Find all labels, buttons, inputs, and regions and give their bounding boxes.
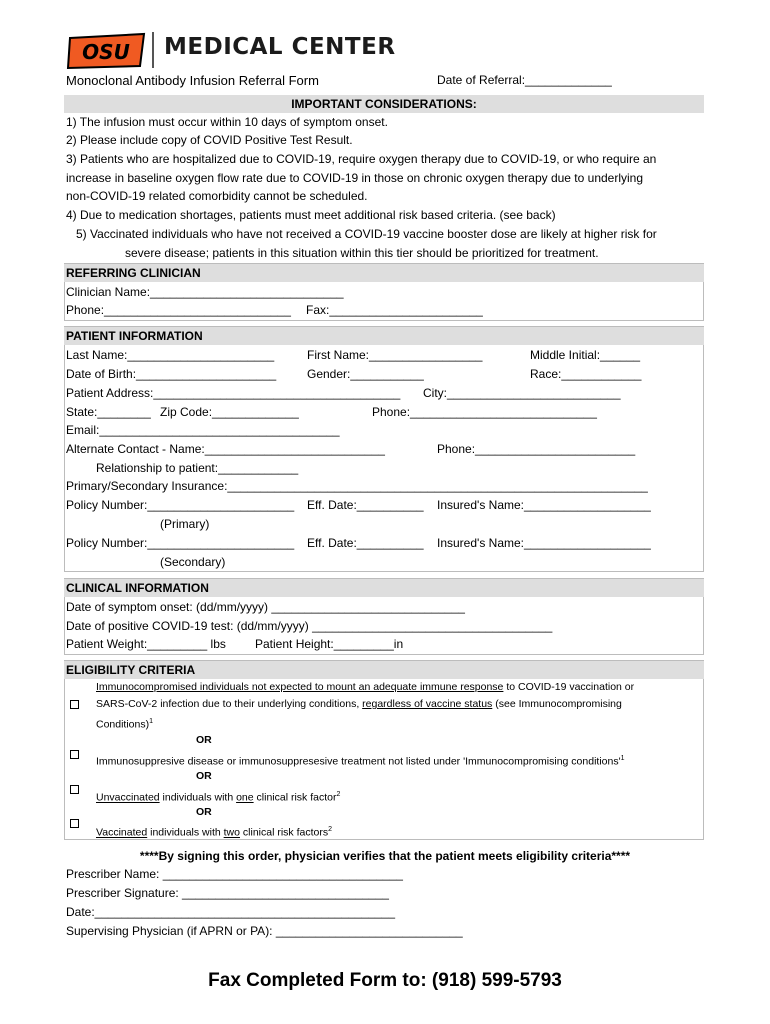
primary-eff-date-field[interactable]: Eff. Date:__________ [307, 498, 424, 512]
date-of-birth-field[interactable]: Date of Birth:_____________________ [66, 367, 277, 381]
insurance-field[interactable]: Primary/Secondary Insurance:_______________________________________________________________ [66, 479, 648, 493]
signature-date-field[interactable]: Date:_____________________________________________ [66, 905, 396, 919]
gender-field[interactable]: Gender:___________ [307, 367, 424, 381]
consideration-5-line-2: severe disease; patients in this situation within this tier should be prioritized for treatment. [125, 246, 599, 260]
state-field[interactable]: State:________ [66, 405, 151, 419]
or-separator-1: OR [196, 734, 212, 746]
criterion-2: Immunosuppresive disease or immunosuppresesive treatment not listed under 'Immunocompromising $conditions'^1$ [96, 755, 625, 768]
consideration-4: 4) Due to medication shortages, patients must meet additional risk based criteria. (see back) [66, 208, 556, 222]
criterion-4: Vaccinated individuals with two clinical risk factors$^2$ [96, 826, 332, 839]
patient-information-heading: PATIENT INFORMATION [64, 327, 704, 345]
fax-instructions: Fax Completed Form to: (918) 599-5793 [208, 970, 562, 991]
email-field[interactable]: Email:____________________________________ [66, 423, 340, 437]
criterion-1-line-3: Conditions)$^1$ [96, 718, 154, 731]
physician-attestation: ****By signing this order, physician verifies that the patient meets eligibility criteria**** [139, 849, 631, 863]
checkbox-immunocompromised[interactable] [70, 700, 79, 709]
prescriber-name-field[interactable]: Prescriber Name: ____________________________________ [66, 867, 403, 881]
prescriber-signature-field[interactable]: Prescriber Signature: _______________________________ [66, 886, 389, 900]
secondary-eff-date-field[interactable]: Eff. Date:__________ [307, 536, 424, 550]
criterion-1-line-1: Immunocompromised individuals not expected to mount an adequate immune response to COVID-19 vaccination or [96, 681, 635, 693]
supervising-physician-field[interactable]: Supervising Physician (if APRN or PA): ____________________________ [66, 924, 463, 938]
criterion-3: Unvaccinated individuals with one clinical risk factor$^2$ [96, 791, 341, 804]
consideration-5-line-1: 5) Vaccinated individuals who have not received a COVID-19 vaccine booster dose are likely at higher risk for [76, 227, 657, 241]
eligibility-criteria-heading: ELIGIBILITY CRITERIA [64, 661, 704, 679]
referring-clinician-heading: REFERRING CLINICIAN [64, 264, 704, 282]
zip-code-field[interactable]: Zip Code:_____________ [160, 405, 299, 419]
date-of-referral-field[interactable]: Date of Referral:_____________ [437, 73, 612, 87]
clinician-phone-field[interactable]: Phone:____________________________ [66, 303, 291, 317]
relationship-field[interactable]: Relationship to patient:____________ [96, 461, 299, 475]
or-separator-3: OR [196, 806, 212, 818]
patient-height-field[interactable]: Patient Height:_________in [255, 637, 404, 651]
consideration-3-line-3: non-COVID-19 related comorbidity cannot be scheduled. [66, 189, 368, 203]
first-name-field[interactable]: First Name:_________________ [307, 348, 483, 362]
form-title: Monoclonal Antibody Infusion Referral Form [66, 73, 319, 88]
secondary-policy-number-field[interactable]: Policy Number:______________________ [66, 536, 295, 550]
positive-test-date-field[interactable]: Date of positive COVID-19 test: (dd/mm/yyyy) ____________________________________ [66, 619, 553, 633]
primary-label: (Primary) [160, 517, 210, 531]
secondary-insured-name-field[interactable]: Insured's Name:___________________ [437, 536, 651, 550]
alternate-contact-name-field[interactable]: Alternate Contact - Name:___________________________ [66, 442, 385, 456]
consideration-2: 2) Please include copy of COVID Positive Test Result. [66, 133, 353, 147]
checkbox-vaccinated[interactable] [70, 819, 79, 828]
logo-text: OSU [82, 40, 130, 64]
clinician-name-field[interactable]: Clinician Name:_____________________________ [66, 285, 344, 299]
clinical-information-heading: CLINICAL INFORMATION [64, 579, 704, 597]
consideration-1: 1) The infusion must occur within 10 days of symptom onset. [66, 115, 388, 129]
osu-logo [66, 30, 148, 70]
race-field[interactable]: Race:____________ [530, 367, 642, 381]
or-separator-2: OR [196, 770, 212, 782]
clinician-fax-field[interactable]: Fax:_______________________ [306, 303, 483, 317]
consideration-3-line-1: 3) Patients who are hospitalized due to COVID-19, require oxygen therapy due to COVID-19, or who require an [66, 152, 657, 166]
considerations-heading: IMPORTANT CONSIDERATIONS: [64, 95, 704, 113]
secondary-label: (Secondary) [160, 555, 226, 569]
primary-policy-number-field[interactable]: Policy Number:______________________ [66, 498, 295, 512]
patient-address-field[interactable]: Patient Address:_____________________________________ [66, 386, 401, 400]
middle-initial-field[interactable]: Middle Initial:______ [530, 348, 641, 362]
symptom-onset-field[interactable]: Date of symptom onset: (dd/mm/yyyy) _____________________________ [66, 600, 465, 614]
header-divider [152, 32, 154, 68]
checkbox-immunosuppressive[interactable] [70, 750, 79, 759]
checkbox-unvaccinated[interactable] [70, 785, 79, 794]
patient-weight-field[interactable]: Patient Weight:_________ lbs [66, 637, 226, 651]
criterion-1-line-2: SARS-CoV-2 infection due to their underlying conditions, regardless of vaccine status (see Immunocompromising [96, 698, 622, 710]
alternate-contact-phone-field[interactable]: Phone:________________________ [437, 442, 636, 456]
last-name-field[interactable]: Last Name:______________________ [66, 348, 275, 362]
medical-center-title: MEDICAL CENTER [164, 34, 396, 60]
patient-phone-field[interactable]: Phone:____________________________ [372, 405, 597, 419]
consideration-3-line-2: increase in baseline oxygen flow rate due to COVID-19 in those on chronic oxygen therapy due to underlying [66, 171, 644, 185]
primary-insured-name-field[interactable]: Insured's Name:___________________ [437, 498, 651, 512]
city-field[interactable]: City:__________________________ [423, 386, 621, 400]
